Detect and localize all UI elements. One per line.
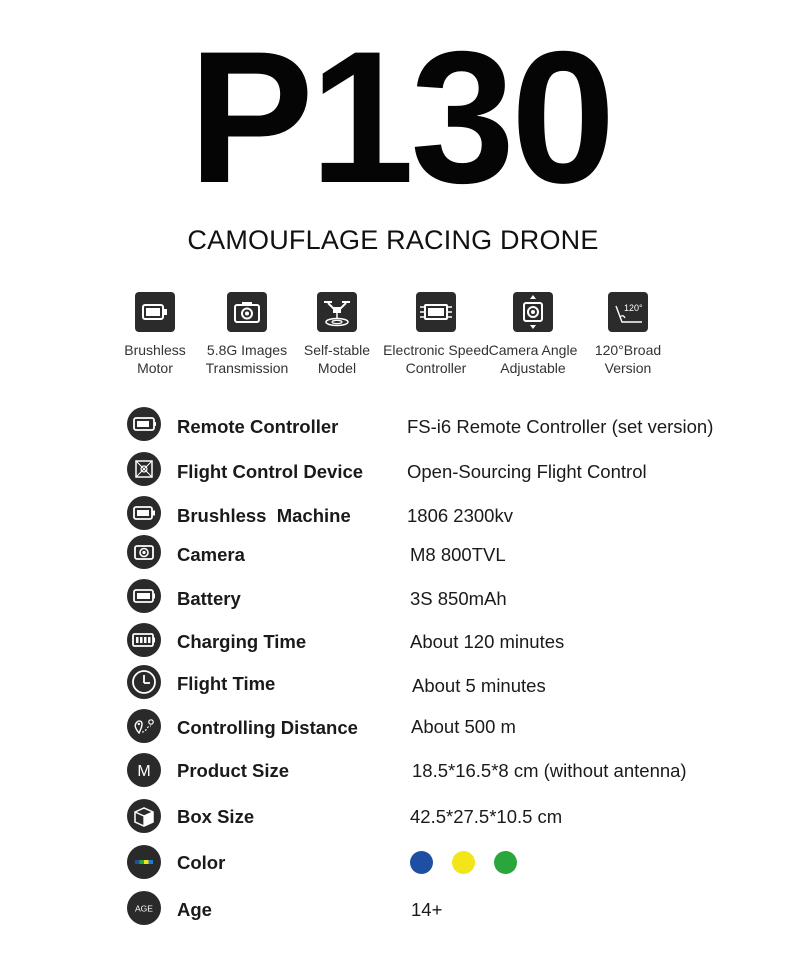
speed-controller-icon	[416, 292, 456, 332]
color-swatch-yellow	[452, 851, 475, 874]
spec-label-controlling-distance: Controlling Distance	[177, 717, 358, 738]
spec-value-camera: M8 800TVL	[410, 544, 506, 565]
spec-label-age: Age	[177, 899, 212, 920]
camera-angle-icon	[513, 292, 553, 332]
feature-label: Brushless Motor	[124, 342, 186, 376]
spec-label-remote-controller: Remote Controller	[177, 416, 339, 437]
feature-broad-version	[573, 292, 683, 377]
color-icon	[127, 845, 161, 879]
feature-speed-controller	[381, 292, 491, 377]
feature-label: Camera Angle Adjustable	[488, 342, 578, 376]
spec-label-flight-control: Flight Control Device	[177, 461, 364, 482]
spec-value-age: 14+	[411, 899, 443, 920]
feature-label: Self-stable Model	[303, 342, 371, 376]
camera-icon	[127, 535, 161, 569]
spec-label-charging-time: Charging Time	[177, 631, 307, 652]
spec-value-controlling-distance: About 500 m	[411, 716, 516, 737]
spec-value-product-size: 18.5*16.5*8 cm (without antenna)	[412, 760, 687, 781]
drone-icon	[317, 292, 357, 332]
box-icon	[127, 799, 161, 833]
product-model-title: P130	[188, 12, 612, 222]
flight-control-icon	[127, 452, 161, 486]
brushless-motor-icon	[135, 292, 175, 332]
wide-angle-icon	[608, 292, 648, 332]
spec-value-battery: 3S 850mAh	[410, 588, 507, 609]
feature-self-stable	[282, 292, 392, 377]
feature-label: 5.8G Images Transmission	[205, 342, 289, 376]
spec-value-flight-time: About 5 minutes	[412, 675, 546, 696]
camera-icon	[227, 292, 267, 332]
svg-text:120°: 120°	[624, 303, 643, 313]
spec-label-brushless-machine: Brushless Machine	[177, 505, 351, 526]
remote-controller-icon	[127, 407, 161, 441]
spec-value-charging-time: About 120 minutes	[410, 631, 565, 652]
spec-label-flight-time: Flight Time	[177, 673, 276, 694]
location-icon	[127, 709, 161, 743]
age-icon	[127, 891, 161, 925]
feature-label: 120°Broad Version	[594, 342, 662, 376]
size-icon	[127, 753, 161, 787]
spec-label-product-size: Product Size	[177, 760, 290, 781]
spec-value-remote-controller: FS-i6 Remote Controller (set version)	[407, 416, 714, 437]
spec-value-box-size: 42.5*27.5*10.5 cm	[410, 806, 563, 827]
spec-label-battery: Battery	[177, 588, 241, 609]
svg-text:M: M	[137, 763, 151, 780]
spec-label-color: Color	[177, 852, 226, 873]
clock-icon	[127, 665, 161, 699]
battery-icon	[127, 579, 161, 613]
spec-label-camera: Camera	[177, 544, 245, 565]
feature-camera-angle	[478, 292, 588, 377]
charging-icon	[127, 623, 161, 657]
spec-value-flight-control: Open-Sourcing Flight Control	[407, 461, 647, 482]
brushless-machine-icon	[127, 496, 161, 530]
svg-text:AGE: AGE	[135, 903, 153, 914]
spec-value-brushless-machine: 1806 2300kv	[407, 505, 513, 526]
product-subtitle: CAMOUFLAGE RACING DRONE	[187, 225, 599, 255]
feature-label: Electronic Speed Controller	[383, 342, 489, 376]
spec-label-box-size: Box Size	[177, 806, 255, 827]
color-swatch-blue	[410, 851, 433, 874]
color-swatch-green	[494, 851, 517, 874]
